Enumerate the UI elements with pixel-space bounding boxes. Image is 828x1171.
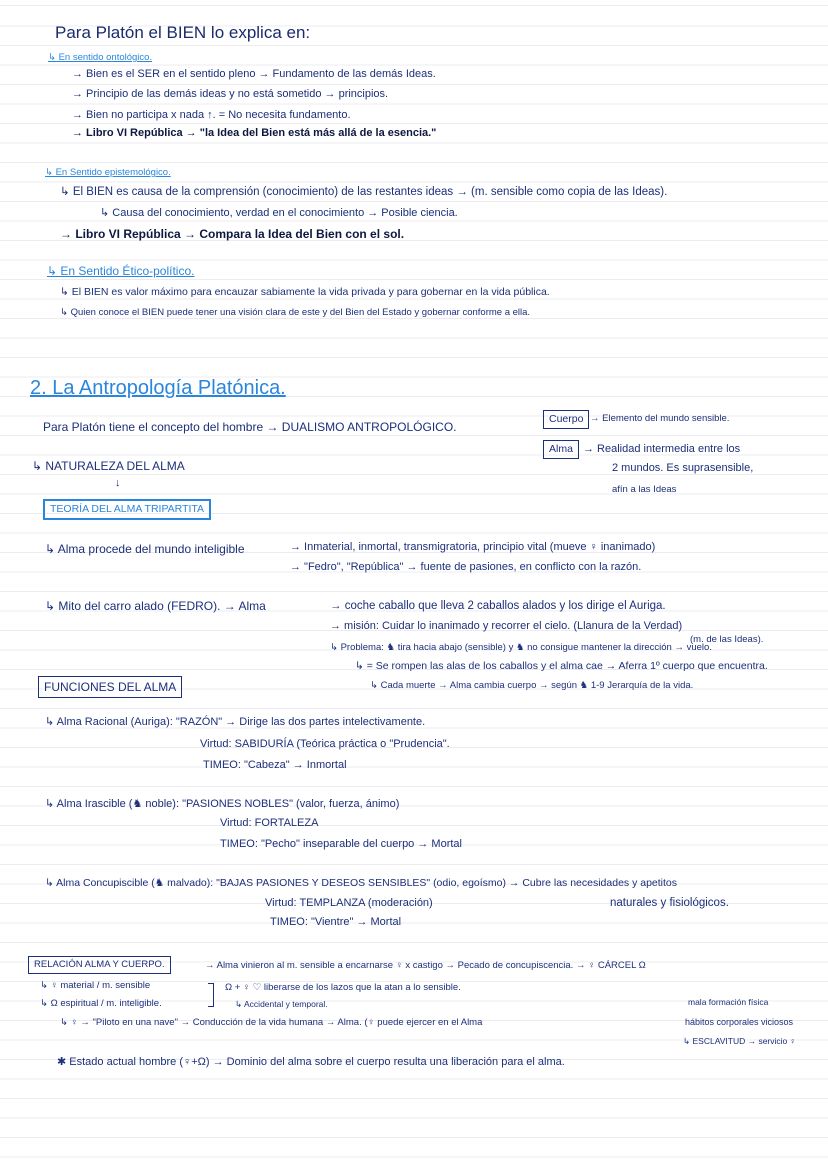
down-arrow-icon: ↓: [115, 477, 121, 489]
note-line: Virtud: SABIDURÍA (Teórica práctica o "Prudencia".: [200, 738, 450, 750]
note-line: ↳ Alma Racional (Auriga): "RAZÓN" → Dirige las dos partes intelectivamente.: [45, 716, 426, 728]
note-line: → coche caballo que lleva 2 caballos alados y los dirige el Auriga.: [330, 600, 666, 612]
note-line: ↳ Causa del conocimiento, verdad en el conocimiento → Posible ciencia.: [100, 207, 458, 219]
note-line: naturales y fisiológicos.: [610, 897, 729, 909]
note-line: hábitos corporales viciosos: [685, 1017, 794, 1027]
note-line: ↳ = Se rompen las alas de los caballos y el alma cae → Aferra 1º cuerpo que encuentra.: [355, 660, 768, 672]
intro-line: Para Platón tiene el concepto del hombre → DUALISMO ANTROPOLÓGICO.: [43, 420, 457, 434]
alma-box: Alma: [543, 440, 579, 459]
heading-etico: ↳ En Sentido Ético-político.: [47, 264, 195, 278]
note-line: ↳ Cada muerte → Alma cambia cuerpo → según ♞ 1-9 Jerarquía de la vida.: [370, 680, 694, 691]
note-line: → Bien no participa x nada ↑. = No necesita fundamento.: [72, 109, 351, 121]
page-title: Para Platón el BIEN lo explica en:: [55, 23, 311, 42]
alma-desc: 2 mundos. Es suprasensible,: [612, 462, 754, 474]
note-line: ✱ Estado actual hombre (♀+Ω) → Dominio del alma sobre el cuerpo resulta una liberación para el alma.: [57, 1056, 565, 1068]
note-line: → "Fedro", "República" → fuente de pasiones, en conflicto con la razón.: [290, 561, 642, 573]
note-line: (m. de las Ideas).: [690, 634, 764, 645]
note-line: Ω + ♀ ♡ liberarse de los lazos que la atan a lo sensible.: [225, 982, 461, 993]
note-line: ↳ Quien conoce el BIEN puede tener una visión clara de este y del Bien del Estado y gobernar conforme a ella.: [60, 307, 531, 318]
heading-ontologico: ↳ En sentido ontológico.: [48, 52, 153, 63]
note-line: ↳ ♀ → "Piloto en una nave" → Conducción de la vida humana → Alma. (♀ puede ejercer en el Alma: [60, 1017, 483, 1028]
note-line: Virtud: TEMPLANZA (moderación): [265, 897, 433, 909]
note-line: TIMEO: "Vientre" → Mortal: [270, 916, 402, 928]
alma-desc: → Realidad intermedia entre los: [583, 443, 741, 455]
note-line: Virtud: FORTALEZA: [220, 817, 319, 829]
note-line: ↳ ESCLAVITUD → servicio ♀: [683, 1036, 796, 1046]
note-line: ↳ Problema: ♞ tira hacia abajo (sensible) y ♞ no consigue mantener la dirección → vuelo.: [330, 642, 712, 653]
naturaleza-heading: ↳ NATURALEZA DEL ALMA: [32, 459, 185, 473]
cuerpo-box: Cuerpo: [543, 410, 589, 429]
alma-desc: afín a las Ideas: [612, 484, 677, 495]
teoria-box: TEORÍA DEL ALMA TRIPARTITA: [43, 499, 211, 520]
note-line: TIMEO: "Pecho" inseparable del cuerpo → Mortal: [220, 838, 462, 850]
funciones-box: FUNCIONES DEL ALMA: [38, 676, 182, 698]
note-line: → Bien es el SER en el sentido pleno → Fundamento de las demás Ideas.: [72, 68, 436, 80]
note-line: ↳ ♀ material / m. sensible: [40, 980, 151, 991]
note-line: → Libro VI República → "la Idea del Bien está más allá de la esencia.": [72, 127, 437, 139]
heading-epistemologico: ↳ En Sentido epistemológico.: [45, 167, 171, 178]
note-line: ↳ Accidental y temporal.: [235, 999, 328, 1009]
note-line: → Alma vinieron al m. sensible a encarnarse ♀ x castigo → Pecado de concupiscencia. → ♀ CÁRCEL Ω: [205, 960, 646, 971]
note-line: ↳ Alma procede del mundo inteligible: [45, 542, 245, 556]
note-line: → Libro VI República → Compara la Idea del Bien con el sol.: [60, 227, 405, 241]
section-title: 2. La Antropología Platónica.: [30, 377, 286, 399]
cuerpo-desc: → Elemento del mundo sensible.: [590, 413, 730, 424]
note-line: ↳ Alma Concupiscible (♞ malvado): "BAJAS PASIONES Y DESEOS SENSIBLES" (odio, egoísmo) → Cubre las necesidades y apetitos: [45, 877, 678, 889]
note-line: TIMEO: "Cabeza" → Inmortal: [203, 759, 347, 771]
note-line: ↳ Mito del carro alado (FEDRO). → Alma: [45, 599, 266, 613]
brace-icon: [208, 983, 214, 1007]
note-line: → Inmaterial, inmortal, transmigratoria, principio vital (mueve ♀ inanimado): [290, 541, 656, 553]
note-line: mala formación física: [688, 997, 769, 1007]
note-line: ↳ El BIEN es valor máximo para encauzar sabiamente la vida privada y para gobernar en la vida pública.: [60, 286, 550, 298]
note-line: → Principio de las demás ideas y no está sometido → principios.: [72, 88, 389, 100]
note-line: ↳ Ω espiritual / m. inteligible.: [40, 998, 162, 1009]
relacion-box: RELACIÓN ALMA Y CUERPO.: [28, 956, 171, 974]
note-line: ↳ El BIEN es causa de la comprensión (conocimiento) de las restantes ideas → (m. sensible como copia de las Ideas).: [60, 186, 668, 198]
note-line: → misión: Cuidar lo inanimado y recorrer el cielo. (Llanura de la Verdad): [330, 620, 683, 632]
note-line: ↳ Alma Irascible (♞ noble): "PASIONES NOBLES" (valor, fuerza, ánimo): [45, 798, 400, 810]
